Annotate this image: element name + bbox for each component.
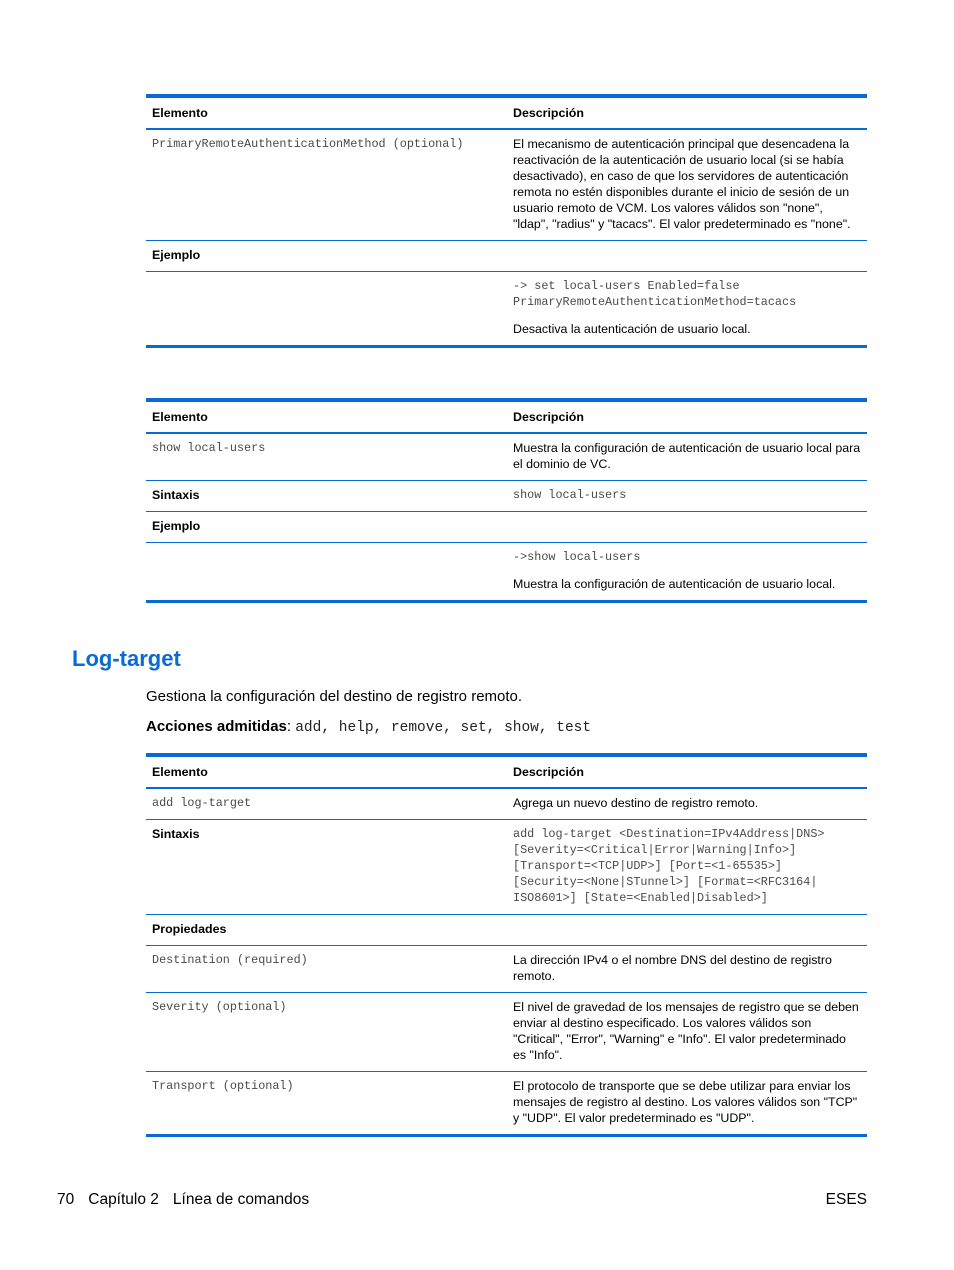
syntax-cell <box>507 820 867 915</box>
example-cell <box>507 272 867 347</box>
property-name: Transport (optional) <box>152 1079 294 1093</box>
table-row <box>146 129 867 241</box>
example-label: Ejemplo <box>146 512 507 543</box>
syntax-line: [Security=<None|STunnel>] [Format=<RFC3164| <box>513 875 818 889</box>
table-row <box>146 915 867 946</box>
empty-cell <box>507 241 867 272</box>
page-number: 70 <box>57 1191 75 1208</box>
example-command-line: -> set local-users Enabled=false <box>513 279 740 293</box>
syntax-line: ISO8601>] [State=<Enabled|Disabled>] <box>513 891 768 905</box>
element-cell: add log-target <box>146 788 507 820</box>
property-description: La dirección IPv4 o el nombre DNS del destino de registro remoto. <box>507 946 867 993</box>
table-row <box>146 993 867 1072</box>
example-description: Desactiva la autenticación de usuario local. <box>513 322 751 336</box>
empty-cell <box>507 512 867 543</box>
properties-label: Propiedades <box>146 915 507 946</box>
table-show-local-users <box>146 398 867 603</box>
page-footer <box>57 1191 867 1209</box>
actions-list: add, help, remove, set, show, test <box>295 720 592 736</box>
description-cell: Muestra la configuración de autenticación de usuario local para el dominio de VC. <box>507 433 867 481</box>
description-cell: Agrega un nuevo destino de registro remoto. <box>507 788 867 820</box>
table-row <box>146 433 867 481</box>
empty-cell <box>507 915 867 946</box>
table-row <box>146 512 867 543</box>
table-row <box>146 820 867 915</box>
element-cell: show local-users <box>146 433 507 481</box>
example-command-line: ->show local-users <box>513 550 641 564</box>
syntax-line: add log-target <Destination=IPv4Address|DNS> <box>513 827 825 841</box>
property-description: El protocolo de transporte que se debe utilizar para enviar los mensajes de registro al destino. Los valores válidos son "TCP" y "UDP". El valor predeterminado es "UDP". <box>513 1079 858 1125</box>
table-header-row <box>146 96 867 129</box>
syntax-line: [Transport=<TCP|UDP>] [Port=<1-65535>] <box>513 859 783 873</box>
column-header-description: Descripción <box>507 400 867 433</box>
syntax-label: Sintaxis <box>146 820 507 915</box>
section-title: Log-target <box>72 646 181 671</box>
syntax-label: Sintaxis <box>146 481 507 512</box>
chapter-number: Capítulo 2 <box>88 1191 159 1208</box>
column-header-element: Elemento <box>146 400 507 433</box>
property-name: Severity (optional) <box>146 993 507 1072</box>
table-row <box>146 241 867 272</box>
example-label: Ejemplo <box>146 241 507 272</box>
actions-separator: : <box>286 718 296 735</box>
column-header-description: Descripción <box>507 755 867 788</box>
table-header-row <box>146 400 867 433</box>
column-header-element: Elemento <box>146 96 507 129</box>
property-name: Destination (required) <box>146 946 507 993</box>
empty-cell <box>146 272 507 347</box>
table-row <box>146 481 867 512</box>
description-cell: El mecanismo de autenticación principal que desencadena la reactivación de la autenticación de usuario local (si se había desactivado), en caso de que los servidores de autenticación remota no estén disponibles durante el inicio de sesión de un usuario remoto de VCM. Los valores válidos son "none", "ldap", "radius" y "tacacs". El valor predeterminado es "none". <box>507 129 867 241</box>
table-row <box>146 1072 867 1136</box>
example-cell <box>507 543 867 602</box>
example-description: Muestra la configuración de autenticación de usuario local. <box>513 577 836 591</box>
table-row <box>146 543 867 602</box>
table-header-row <box>146 755 867 788</box>
actions-label: Acciones admitidas <box>146 718 287 735</box>
syntax-line: [Severity=<Critical|Error|Warning|Info>] <box>513 843 797 857</box>
section-intro: Gestiona la configuración del destino de registro remoto. <box>146 688 523 705</box>
table-row <box>146 788 867 820</box>
example-command-line: PrimaryRemoteAuthenticationMethod=tacacs <box>513 295 797 309</box>
table-add-log-target <box>146 753 867 1137</box>
table-primary-remote-auth <box>146 94 867 348</box>
element-cell: PrimaryRemoteAuthenticationMethod (optional) <box>146 129 507 241</box>
property-description: El nivel de gravedad de los mensajes de registro que se deben enviar al destino especificado. Los valores válidos son "Critical", "Error", "Warning" e "Info". El valor predeterminado es "Info". <box>507 993 867 1072</box>
column-header-element: Elemento <box>146 755 507 788</box>
chapter-title: Línea de comandos <box>172 1191 310 1208</box>
syntax-cell: show local-users <box>507 481 867 512</box>
table-row <box>146 946 867 993</box>
empty-cell <box>146 543 507 602</box>
supported-actions <box>146 718 591 736</box>
column-header-description: Descripción <box>507 96 867 129</box>
locale-label: ESES <box>825 1191 867 1208</box>
table-row <box>146 272 867 347</box>
